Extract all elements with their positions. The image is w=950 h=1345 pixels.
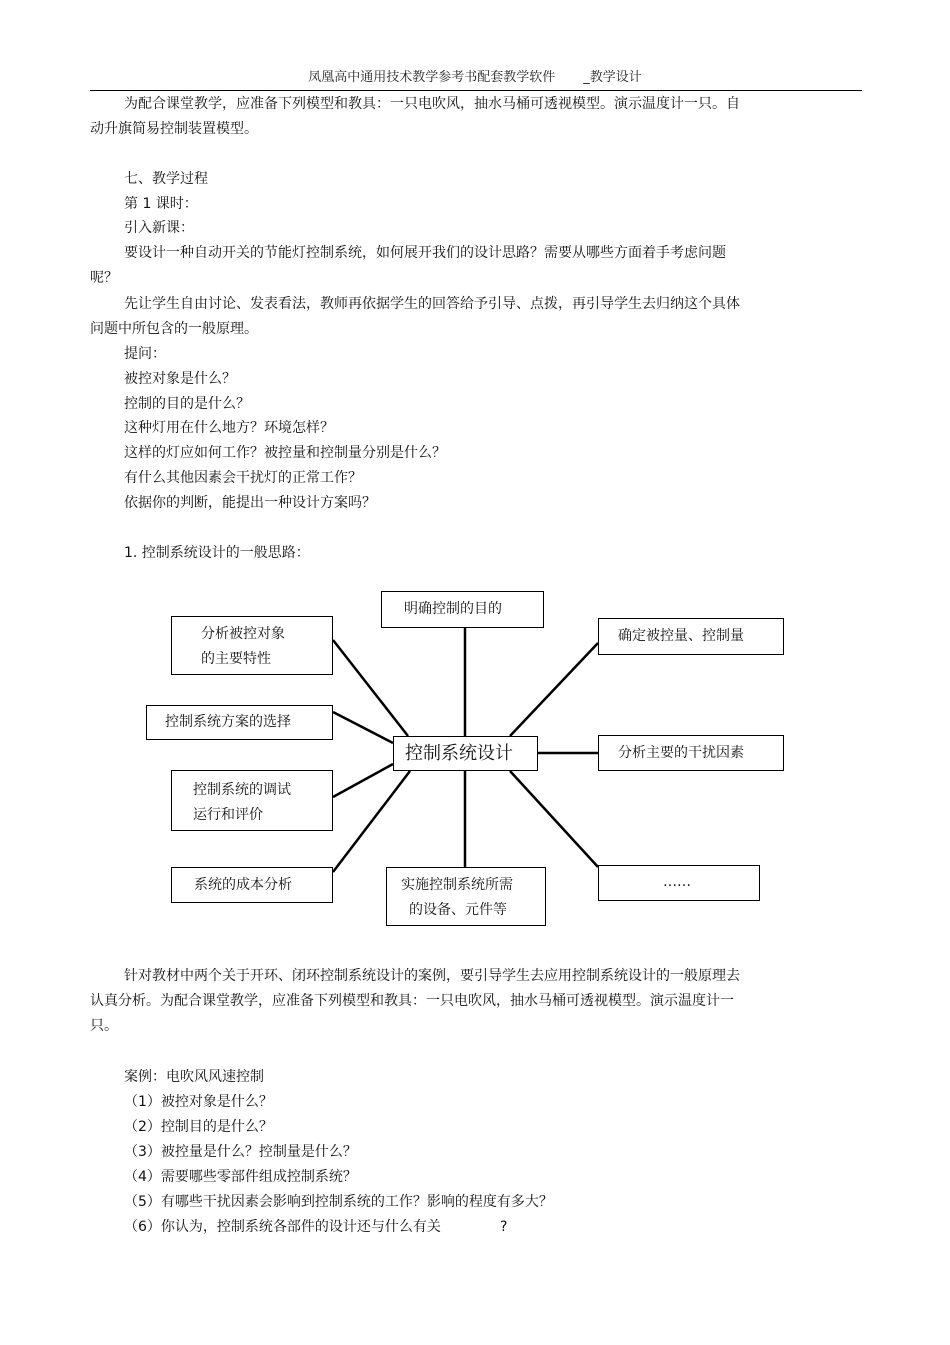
- node-label: 控制系统的调试: [193, 782, 291, 798]
- question-item: 有什么其他因素会干扰灯的正常工作？: [124, 470, 362, 486]
- node-label: 分析主要的干扰因素: [618, 745, 744, 761]
- node-equipment-components: [386, 867, 546, 926]
- discussion-para-line-2: 问题中所包含的一般原理。: [90, 321, 258, 337]
- node-control-system-design: [393, 736, 538, 771]
- node-debug-evaluate: [171, 770, 333, 831]
- node-scheme-selection: [146, 705, 333, 740]
- node-label: 确定被控量、控制量: [618, 628, 744, 644]
- question-item: 这种灯用在什么地方？环境怎样？: [124, 420, 334, 436]
- case-question: （5）有哪些干扰因素会影响到控制系统的工作？影响的程度有多大？: [124, 1194, 553, 1210]
- lesson-label: 第 1 课时：: [124, 196, 198, 212]
- question-item: 被控对象是什么？: [124, 371, 236, 387]
- node-label: 运行和评价: [193, 807, 263, 823]
- diagram-heading: 1. 控制系统设计的一般思路：: [124, 545, 310, 561]
- question-item: 控制的目的是什么？: [124, 396, 250, 412]
- header-title: 凤凰高中通用技术教学参考书配套教学软件: [308, 70, 556, 85]
- connector-left-3: [333, 764, 393, 797]
- connector-right-3: [510, 771, 598, 867]
- intro-line-1: 为配合课堂教学，应准备下列模型和教具：一只电吹风，抽水马桶可透视模型。演示温度计一只。自: [124, 96, 740, 112]
- connector-left-1: [333, 640, 408, 736]
- case-question: （6）你认为，控制系统各部件的设计还与什么有关: [124, 1219, 441, 1235]
- node-label: 的主要特性: [201, 651, 271, 667]
- case-question: （4）需要哪些零部件组成控制系统？: [124, 1169, 357, 1185]
- node-ellipsis: [598, 865, 760, 901]
- node-analyze-object: [171, 616, 333, 675]
- case-question: （2）控制目的是什么？: [124, 1119, 273, 1135]
- question-para-line-2: 呢？: [90, 270, 118, 286]
- node-label: 分析被控对象: [201, 626, 285, 642]
- node-label: 的设备、元件等: [409, 902, 507, 918]
- node-label: 系统的成本分析: [194, 877, 292, 893]
- discussion-para-line-1: 先让学生自由讨论、发表看法，教师再依据学生的回答给予引导、点拨，再引导学生去归纳这个具体: [124, 296, 740, 312]
- case-title: 案例：电吹风风速控制: [124, 1069, 264, 1085]
- case-question: （3）被控量是什么？控制量是什么？: [124, 1144, 357, 1160]
- connector-left-2: [333, 712, 393, 743]
- case-intro-line-2: 认真分析。为配合课堂教学，应准备下列模型和教具：一只电吹风，抽水马桶可透视模型。演示温度计一: [90, 993, 734, 1009]
- connector-right-1: [510, 643, 598, 736]
- node-cost-analysis: [171, 867, 333, 903]
- node-label: 实施控制系统所需: [401, 877, 513, 893]
- intro-line-2: 动升旗简易控制装置模型。: [90, 121, 258, 137]
- question-item: 这样的灯应如何工作？被控量和控制量分别是什么？: [124, 445, 446, 461]
- question-item: 依据你的判断，能提出一种设计方案吗？: [124, 495, 376, 511]
- header-suffix: _教学设计: [583, 70, 642, 85]
- case-question-mark: ?: [500, 1219, 508, 1235]
- node-disturbance-factors: [598, 735, 784, 771]
- connector-left-4: [333, 771, 410, 872]
- node-clarify-goal: [381, 591, 544, 628]
- case-intro-line-1: 针对教材中两个关于开环、闭环控制系统设计的案例，要引导学生去应用控制系统设计的一般原理去: [124, 968, 740, 984]
- node-label: 控制系统方案的选择: [165, 714, 291, 730]
- new-lesson-label: 引入新课：: [124, 220, 194, 236]
- section-title: 七、教学过程: [124, 171, 208, 187]
- node-label: ……: [663, 874, 691, 890]
- node-label-center: 控制系统设计: [405, 743, 513, 764]
- case-question: （1）被控对象是什么？: [124, 1094, 273, 1110]
- question-para-line-1: 要设计一种自动开关的节能灯控制系统，如何展开我们的设计思路？需要从哪些方面着手考虑问题: [124, 245, 726, 261]
- ask-label: 提问：: [124, 346, 166, 362]
- case-intro-line-3: 只。: [90, 1018, 118, 1034]
- node-label: 明确控制的目的: [404, 601, 502, 617]
- node-determine-quantities: [598, 618, 784, 655]
